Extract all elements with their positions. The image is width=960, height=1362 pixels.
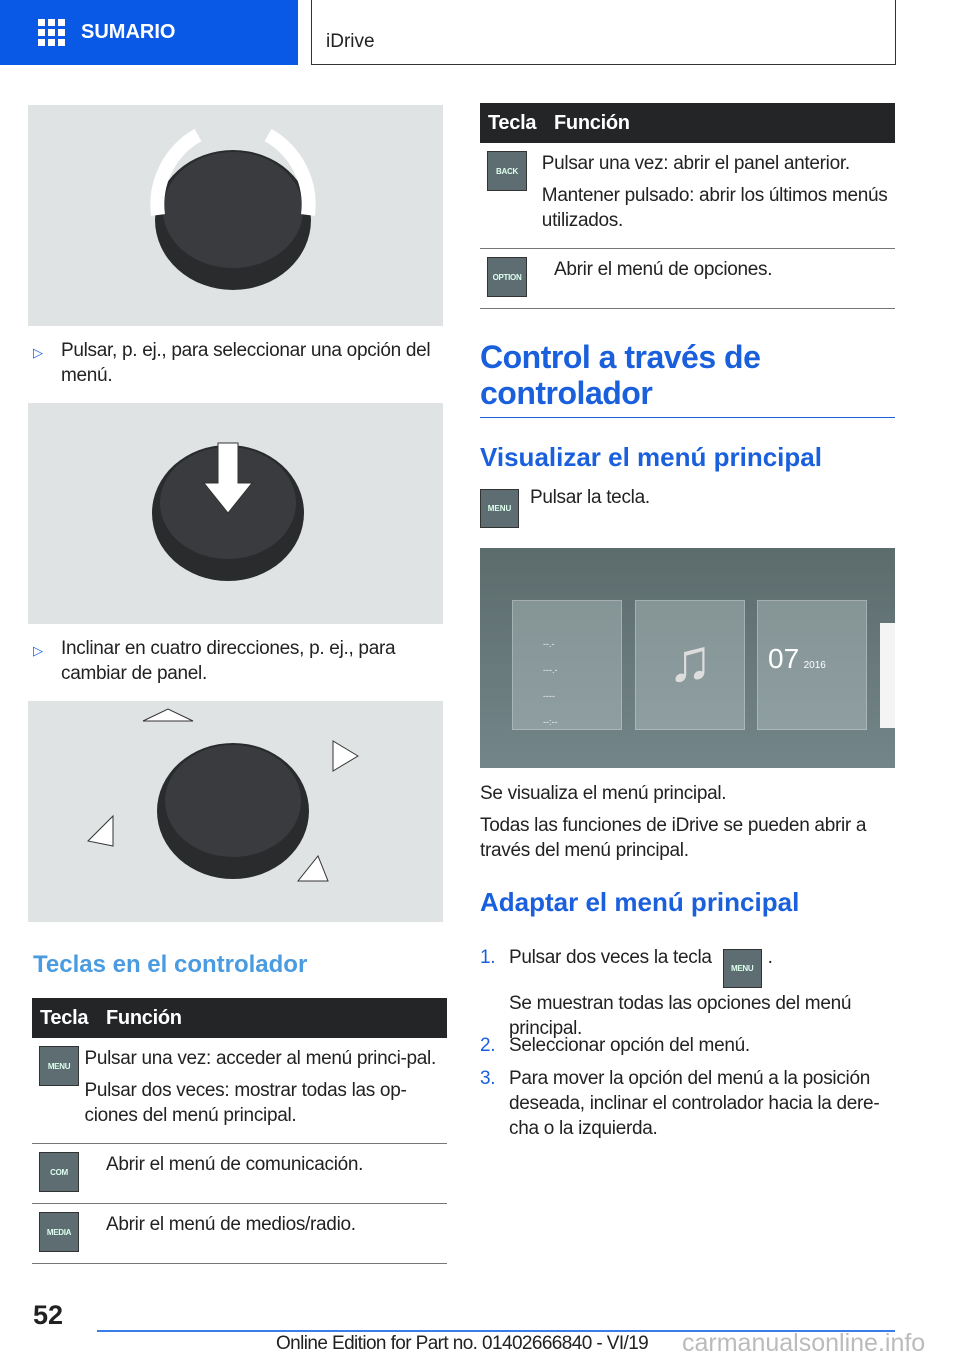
music-note-icon: ♫ [667, 627, 713, 694]
section-title-keys: Teclas en el controlador [33, 951, 308, 978]
date-day: 07 [768, 643, 800, 674]
table-row [32, 1204, 447, 1264]
step-result: Se muestran todas las opciones del menú principal. [509, 993, 852, 1039]
controller-push-image [28, 403, 443, 624]
cell-text: Abrir el menú de comunicación. [106, 1154, 364, 1175]
value: ---- [543, 691, 555, 701]
calendar-card [757, 600, 867, 730]
list-item [480, 1033, 895, 1058]
table-row [32, 1144, 447, 1204]
table-row [480, 249, 895, 309]
main-menu-screenshot [480, 548, 895, 768]
subsection-heading: Adaptar el menú principal [480, 887, 800, 917]
cell-text: Pulsar una vez: acceder al menú princi-pal. [84, 1048, 436, 1069]
column-header: Tecla [488, 111, 537, 134]
table-row [32, 1038, 447, 1144]
section-heading: Control a través de controlador [480, 339, 895, 418]
next-card [880, 623, 895, 728]
page-number: 52 [33, 1300, 64, 1330]
cell-text: Abrir el menú de medios/radio. [106, 1214, 356, 1235]
media-card [635, 600, 745, 730]
media-key-icon: MEDIA [39, 1212, 79, 1252]
step-text: Seleccionar opción del menú. [509, 1035, 750, 1056]
bullet-item: ▷ Pulsar, p. ej., para seleccionar una opción del menú. [33, 340, 431, 386]
subsection-heading: Visualizar el menú principal [480, 442, 822, 472]
step-text: Para mover la opción del menú a la posición deseada, inclinar el controlador hacia la dere-cha o la izquierda. [509, 1068, 880, 1139]
paragraph: Se visualiza el menú principal. [480, 783, 727, 804]
step-number: 2. [480, 1035, 496, 1056]
cell-text: Mantener pulsado: abrir los últimos menús utilizados. [541, 185, 888, 231]
value: --:-- [543, 717, 558, 727]
triangle-icon: ▷ [33, 643, 43, 658]
option-key-icon: OPTION [487, 257, 527, 297]
keys-table-left [32, 998, 447, 1264]
value: ---.- [543, 665, 558, 675]
sumario-button[interactable] [0, 0, 298, 65]
sumario-label: SUMARIO [81, 21, 176, 43]
paragraph: Todas las funciones de iDrive se pueden abrir a través del menú principal. [480, 815, 867, 861]
cell-text: Pulsar una vez: abrir el panel anterior. [541, 153, 850, 174]
bullet-item: ▷ Inclinar en cuatro direcciones, p. ej., para cambiar de panel. [33, 638, 396, 684]
menu-key-icon: MENU [39, 1046, 79, 1086]
vehicle-card [512, 600, 622, 730]
triangle-icon: ▷ [33, 345, 43, 360]
list-item [480, 1066, 895, 1141]
cell-text: Abrir el menú de opciones. [554, 259, 773, 280]
table-row [480, 143, 895, 249]
edition-text: Online Edition for Part no. 01402666840 - VI/19 [276, 1333, 649, 1354]
controller-tilt-image [28, 701, 443, 922]
column-header: Tecla [40, 1006, 89, 1029]
chapter-title: iDrive [311, 0, 896, 65]
step-number: 1. [480, 947, 496, 968]
menu-key-icon: MENU [723, 949, 762, 988]
step-number: 3. [480, 1068, 496, 1089]
grid-icon [38, 19, 65, 46]
column-header: Función [554, 111, 630, 134]
list-item [480, 945, 895, 1041]
back-key-icon: BACK [487, 151, 527, 191]
com-key-icon: COM [39, 1152, 79, 1192]
controller-press-rotate-image [28, 105, 443, 326]
date-year: 2016 [803, 660, 826, 671]
cell-text: Pulsar dos veces: mostrar todas las op-ciones del menú principal. [84, 1080, 407, 1126]
watermark: carmanualsonline.info [682, 1329, 926, 1357]
keys-table-right [480, 103, 895, 309]
instruction-text: Pulsar la tecla. [530, 487, 650, 508]
step-suffix: . [767, 947, 773, 968]
column-header: Función [106, 1006, 182, 1029]
value: --.- [543, 639, 555, 649]
step-text: Pulsar dos veces la tecla [509, 947, 712, 968]
menu-key-icon: MENU [480, 489, 519, 528]
